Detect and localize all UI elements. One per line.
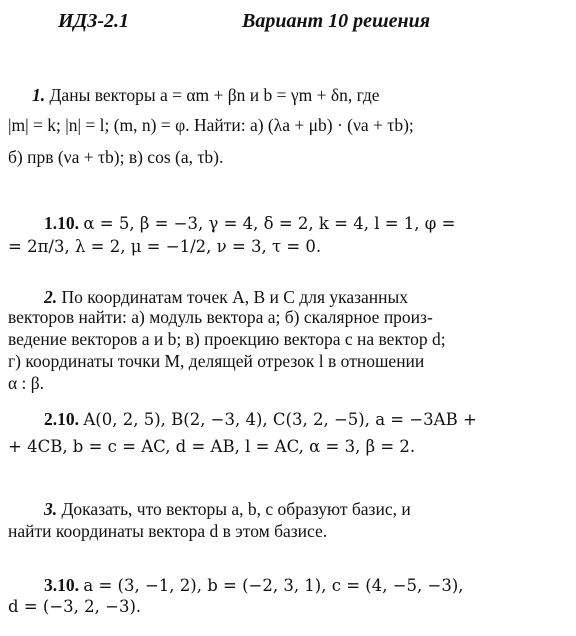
data-3-10-number: 3.10. bbox=[44, 575, 79, 595]
assignment-code: ИДЗ-2.1 bbox=[58, 10, 130, 32]
task-2-line-1: 2. По координатам точек A, B и C для указанных bbox=[44, 287, 409, 307]
task-2-number: 2. bbox=[44, 287, 58, 307]
task-2-line-3: ведение векторов a и b; в) проекцию вектора c на вектор d; bbox=[8, 329, 446, 349]
task-1-cont bbox=[8, 112, 560, 170]
task-1-number: 1. bbox=[32, 85, 46, 105]
task-3-line-1: 3. Доказать, что векторы a, b, c образуют базис, и bbox=[44, 499, 411, 519]
data-1-10-cont bbox=[8, 234, 560, 260]
data-1-10-number: 1.10. bbox=[44, 213, 79, 233]
variant-title: Вариант 10 решения bbox=[242, 10, 431, 32]
task-2-line-5: α : β. bbox=[8, 373, 45, 393]
task-2-line-2: векторов найти: а) модуль вектора a; б) скалярное произ- bbox=[8, 307, 433, 327]
data-1-10-line-1: 1.10. α = 5, β = −3, γ = 4, δ = 2, k = 4, l = 1, φ = bbox=[44, 213, 456, 233]
data-3-10-cont bbox=[8, 594, 560, 620]
task-1 bbox=[8, 82, 560, 108]
task-1-line-2: |m| = k; |n| = l; (m, n) = φ. Найти: а) (λa + μb) · (νa + τb); bbox=[8, 115, 414, 135]
task-3-number: 3. bbox=[44, 499, 58, 519]
task-2-cont bbox=[8, 306, 560, 394]
data-2-10-line-1: 2.10. A(0, 2, 5), B(2, −3, 4), C(3, 2, −5), a = −3AB + bbox=[44, 409, 477, 429]
task-3-line-2: найти координаты вектора d в этом базисе. bbox=[8, 521, 328, 541]
data-2-10-line-2: + 4CB, b = c = AC, d = AB, l = AC, α = 3, β = 2. bbox=[8, 437, 416, 456]
task-1-line-1: 1. Даны векторы a = αm + βn и b = γm + δn, где bbox=[32, 85, 380, 105]
page-header bbox=[58, 10, 558, 40]
data-3-10-line-2: d = (−3, 2, −3). bbox=[8, 597, 142, 616]
task-2-line-4: г) координаты точки M, делящей отрезок l в отношении bbox=[8, 351, 425, 371]
data-2-10 bbox=[8, 406, 560, 433]
data-3-10-line-1: 3.10. a = (3, −1, 2), b = (−2, 3, 1), c = (4, −5, −3), bbox=[44, 575, 464, 595]
data-2-10-cont bbox=[8, 434, 560, 460]
task-3-cont bbox=[8, 518, 560, 544]
task-1-line-3: б) прв (νa + τb); в) cos (a, τb). bbox=[8, 147, 224, 167]
data-1-10 bbox=[8, 210, 560, 237]
data-2-10-number: 2.10. bbox=[44, 409, 79, 429]
data-1-10-line-2: = 2π/3, λ = 2, μ = −1/2, ν = 3, τ = 0. bbox=[8, 237, 322, 256]
